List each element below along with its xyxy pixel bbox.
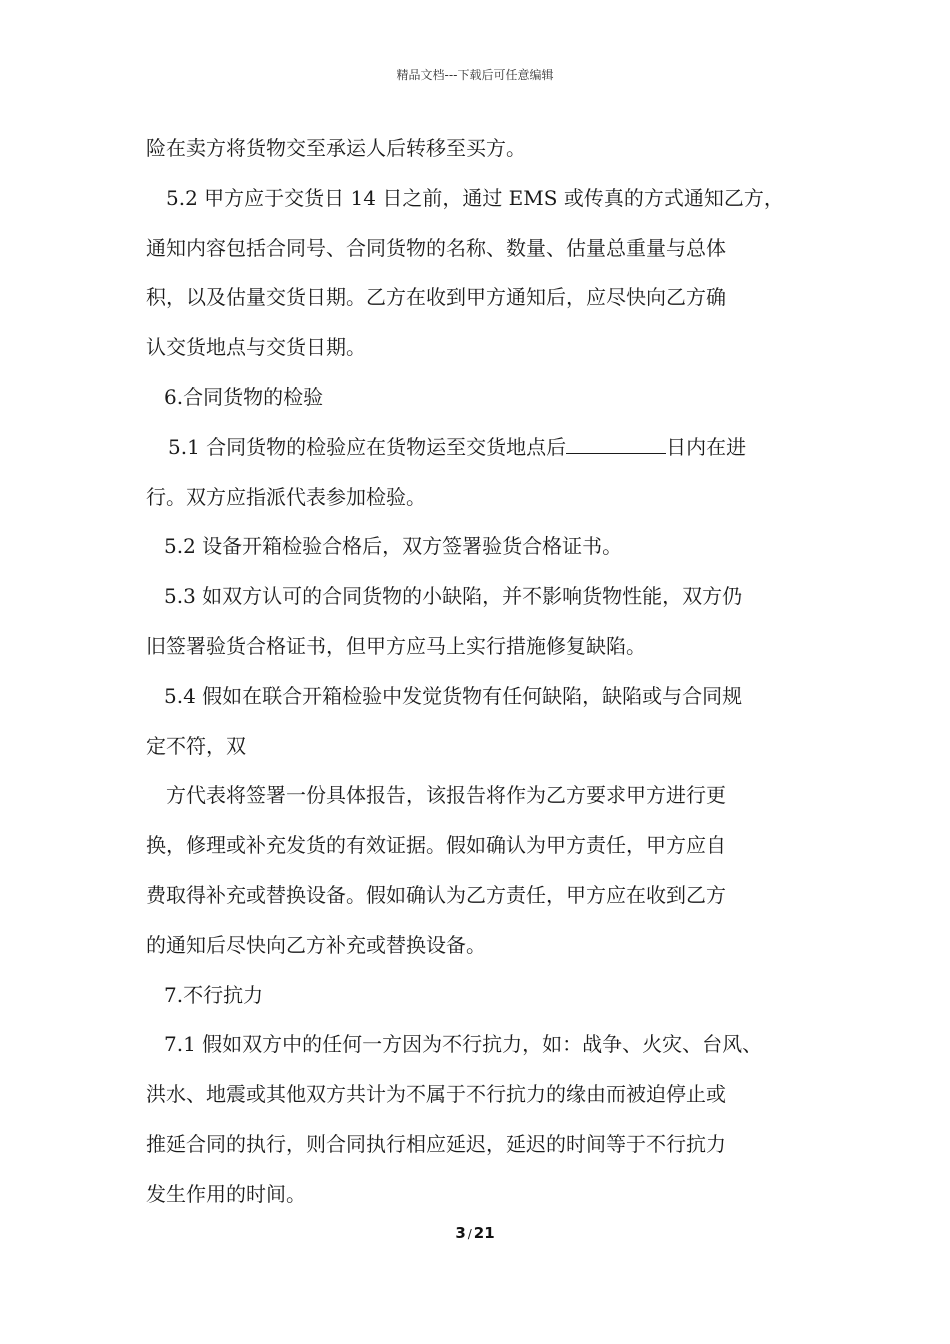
text-segment: 5.1 合同货物的检验应在货物运至交货地点后 <box>168 434 567 459</box>
text-segment: 日内在进 <box>666 434 747 459</box>
text-line: 5.3 如双方认可的合同货物的小缺陷，并不影响货物性能，双方仍 <box>164 584 743 609</box>
page-number <box>0 1224 950 1242</box>
text-line: 方代表将签署一份具体报告，该报告将作为乙方要求甲方进行更 <box>166 783 726 808</box>
text-line: 5.2 设备开箱检验合格后，双方签署验货合格证书。 <box>164 534 623 559</box>
text-line: 7.1 假如双方中的任何一方因为不行抗力，如：战争、火灾、台风、 <box>164 1032 763 1057</box>
page-header: 精品文档---下载后可任意编辑 <box>396 68 554 82</box>
text-line: 5.4 假如在联合开箱检验中发觉货物有任何缺陷，缺陷或与合同规 <box>164 683 743 708</box>
text-line: 旧签署验货合格证书，但甲方应马上实行措施修复缺陷。 <box>146 633 646 658</box>
text-line: 5.2 甲方应于交货日 14 日之前，通过 EMS 或传真的方式通知乙方， <box>166 185 784 210</box>
text-line: 的通知后尽快向乙方补充或替换设备。 <box>146 932 486 957</box>
text-line: 积，以及估量交货日期。乙方在收到甲方通知后，应尽快向乙方确 <box>146 285 726 310</box>
text-line: 费取得补充或替换设备。假如确认为乙方责任，甲方应在收到乙方 <box>146 882 726 907</box>
text-line <box>146 427 826 477</box>
text-line: 通知内容包括合同号、合同货物的名称、数量、估量总重量与总体 <box>146 235 726 260</box>
text-line: 定不符，双 <box>146 733 246 758</box>
text-line: 换，修理或补充发货的有效证据。假如确认为甲方责任，甲方应自 <box>146 833 726 858</box>
fill-in-blank <box>566 427 666 454</box>
total-pages: 21 <box>473 1224 495 1242</box>
text-line: 险在卖方将货物交至承运人后转移至买方。 <box>146 136 526 160</box>
page-separator: / <box>467 1227 472 1241</box>
text-line: 认交货地点与交货日期。 <box>146 335 366 360</box>
document-body <box>146 128 826 1224</box>
text-line: 推延合同的执行，则合同执行相应延迟，延迟的时间等于不行抗力 <box>146 1131 726 1156</box>
current-page: 3 <box>455 1224 466 1242</box>
section-heading: 6.合同货物的检验 <box>164 384 324 409</box>
section-heading: 7.不行抗力 <box>164 982 264 1007</box>
text-line: 行。双方应指派代表参加检验。 <box>146 484 426 509</box>
text-line: 发生作用的时间。 <box>146 1181 306 1206</box>
text-line: 洪水、地震或其他双方共计为不属于不行抗力的缘由而被迫停止或 <box>146 1082 726 1107</box>
